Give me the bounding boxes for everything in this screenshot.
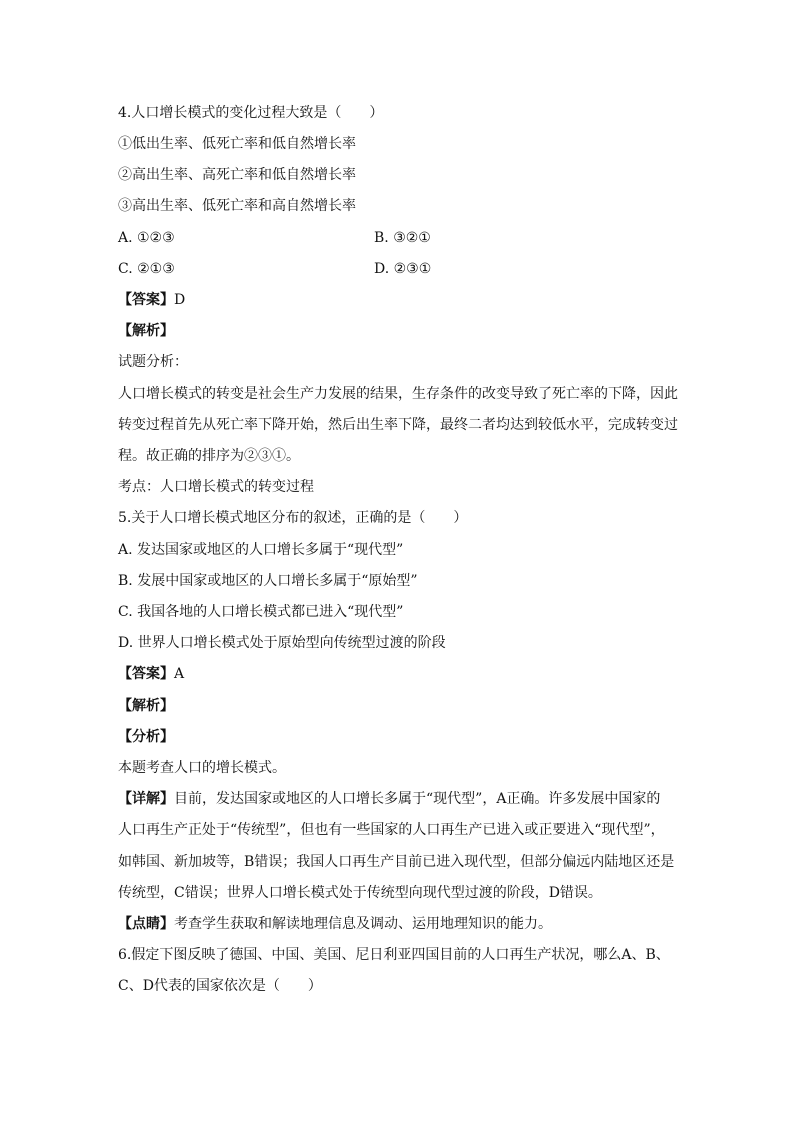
q4-analysis-sub: 试题分析： bbox=[118, 354, 188, 370]
q5-detail-line-4: 传统型，C错误；世界人口增长模式处于传统型向现代型过渡的阶段，D错误。 bbox=[118, 885, 602, 901]
q4-analysis-line-3: 程。故正确的排序为②③①。 bbox=[118, 448, 300, 464]
q4-item-3: ③高出生率、低死亡率和高自然增长率 bbox=[118, 198, 356, 214]
q4-analysis-label: 【解析】 bbox=[118, 323, 174, 339]
q5-option-c: C. 我国各地的人口增长模式都已进入“现代型” bbox=[118, 604, 404, 620]
q4-option-d: D. ②③① bbox=[374, 261, 432, 277]
q4-answer bbox=[118, 290, 185, 310]
q5-answer-value: A bbox=[174, 666, 185, 682]
q4-question: 4.人口增长模式的变化过程大致是（ ） bbox=[118, 105, 384, 121]
q4-option-b: B. ③②① bbox=[374, 230, 431, 246]
q4-option-c: C. ②①③ bbox=[118, 261, 175, 277]
q4-analysis-line-2: 转变过程首先从死亡率下降开始，然后出生率下降，最终二者均达到较低水平，完成转变过 bbox=[118, 417, 678, 433]
q5-fenxi-label: 【分析】 bbox=[118, 729, 174, 745]
q4-option-a: A. ①②③ bbox=[118, 230, 175, 246]
q5-detail-line-1 bbox=[118, 789, 660, 809]
q4-answer-label: 【答案】 bbox=[118, 292, 174, 308]
q5-detail-line-2: 人口再生产正处于“传统型”，但也有一些国家的人口再生产已进入或正要进入“现代型”， bbox=[118, 822, 665, 838]
q4-analysis-line-1: 人口增长模式的转变是社会生产力发展的结果，生存条件的改变导致了死亡率的下降，因此 bbox=[118, 386, 678, 402]
q4-answer-value: D bbox=[174, 292, 186, 308]
q6-question-line-1: 6.假定下图反映了德国、中国、美国、尼日利亚四国目前的人口再生产状况，哪么A、B、 bbox=[118, 947, 670, 963]
q5-analysis-label: 【解析】 bbox=[118, 698, 174, 714]
q5-detail-text-1: 目前，发达国家或地区的人口增长多属于“现代型”，A正确。许多发展中国家的 bbox=[174, 791, 661, 807]
q5-option-a: A. 发达国家或地区的人口增长多属于“现代型” bbox=[118, 542, 404, 558]
q6-question-line-2: C、D代表的国家依次是（ ） bbox=[118, 978, 322, 994]
q5-answer bbox=[118, 664, 184, 684]
q5-question: 5.关于人口增长模式地区分布的叙述，正确的是（ ） bbox=[118, 510, 468, 526]
q5-answer-label: 【答案】 bbox=[118, 666, 174, 682]
q5-dianjing-label: 【点睛】 bbox=[118, 916, 174, 932]
q5-detail-line-3: 如韩国、新加坡等，B错误；我国人口再生产目前已进入现代型，但部分偏远内陆地区还是 bbox=[118, 854, 675, 870]
q5-dianjing-text: 考查学生获取和解读地理信息及调动、运用地理知识的能力。 bbox=[174, 916, 552, 932]
q5-option-b: B. 发展中国家或地区的人口增长多属于“原始型” bbox=[118, 573, 418, 589]
q4-item-1: ①低出生率、低死亡率和低自然增长率 bbox=[118, 136, 356, 152]
q5-fenxi-text: 本题考查人口的增长模式。 bbox=[118, 760, 286, 776]
q4-item-2: ②高出生率、高死亡率和低自然增长率 bbox=[118, 167, 356, 183]
q4-kaodian: 考点：人口增长模式的转变过程 bbox=[118, 479, 314, 495]
q5-option-d: D. 世界人口增长模式处于原始型向传统型过渡的阶段 bbox=[118, 635, 446, 651]
q5-dianjing bbox=[118, 914, 552, 934]
q5-detail-label: 【详解】 bbox=[118, 791, 174, 807]
